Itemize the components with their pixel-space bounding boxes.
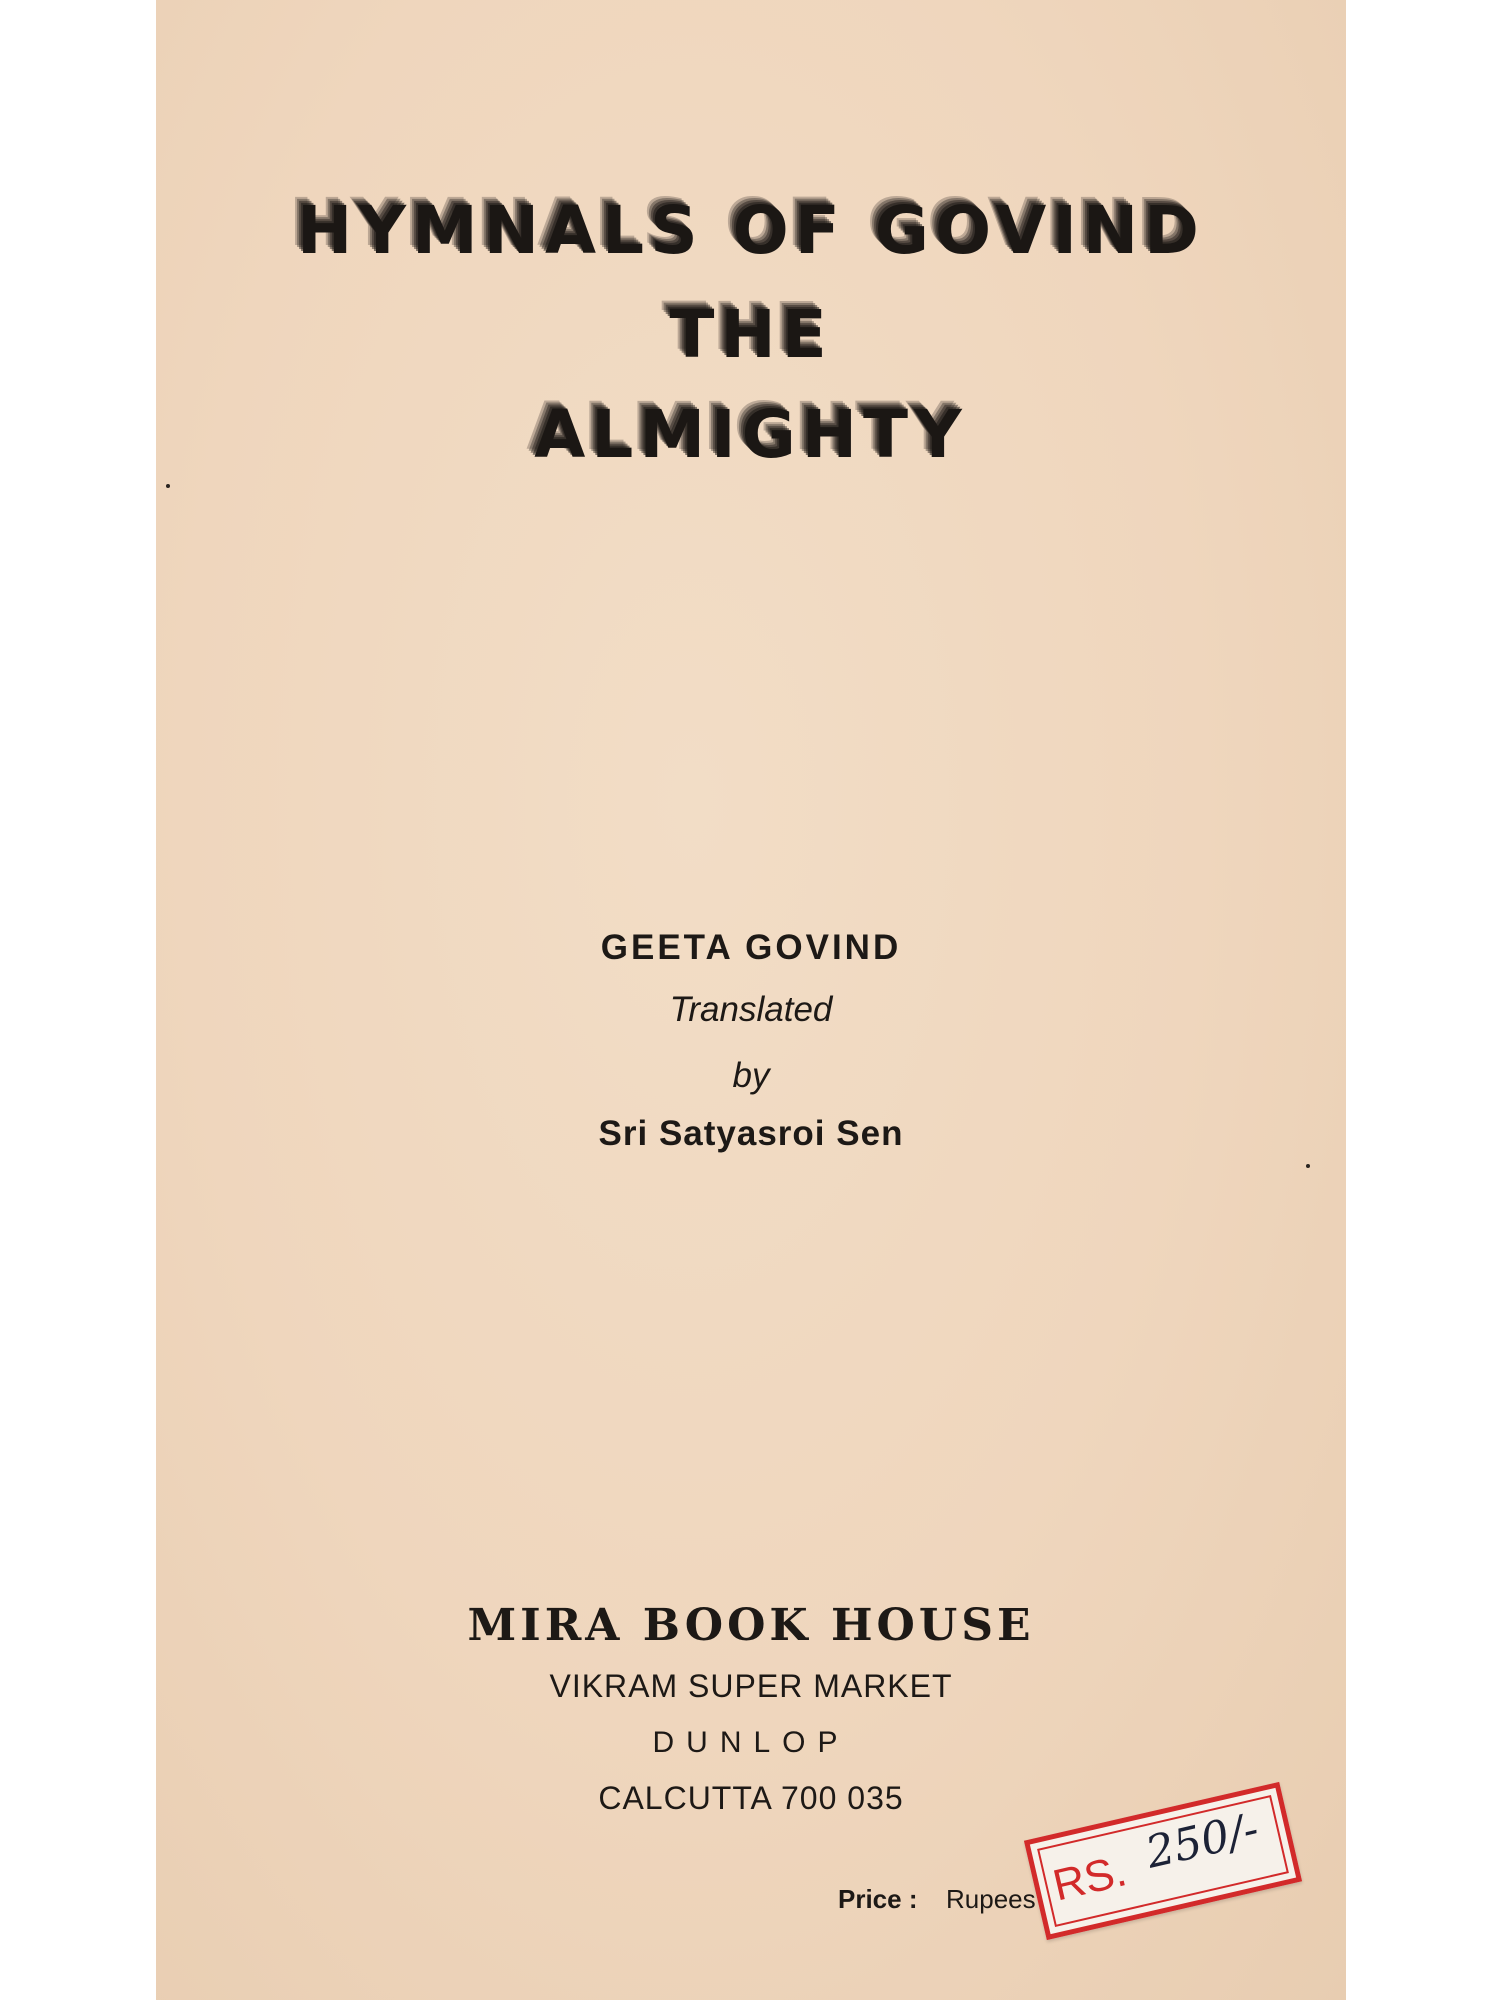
by-label: by bbox=[732, 1056, 770, 1095]
publisher-address-line-1: VIKRAM SUPER MARKET bbox=[549, 1668, 953, 1704]
book-title-line-3: ALMIGHTY bbox=[534, 396, 968, 473]
title-page bbox=[156, 0, 1346, 2000]
price-label: Price : bbox=[838, 1884, 918, 1914]
book-title-line-2: THE bbox=[669, 296, 833, 373]
work-title: GEETA GOVIND bbox=[600, 928, 902, 967]
publisher-address-line-3: CALCUTTA 700 035 bbox=[598, 1780, 904, 1816]
translated-label: Translated bbox=[669, 990, 833, 1029]
translator-name: Sri Satyasroi Sen bbox=[598, 1114, 904, 1153]
publisher-name: MIRA BOOK HOUSE bbox=[467, 1600, 1035, 1651]
publisher-address-line-2: DUNLOP bbox=[652, 1726, 850, 1759]
ink-speck bbox=[1306, 1164, 1310, 1168]
book-title-line-1: HYMNALS OF GOVIND bbox=[297, 192, 1205, 269]
price-unit: Rupees bbox=[946, 1884, 1036, 1914]
price-sticker-amount: 250/- bbox=[1141, 1803, 1264, 1879]
price-sticker-prefix: RS. bbox=[1048, 1846, 1131, 1911]
ink-speck bbox=[166, 484, 170, 488]
